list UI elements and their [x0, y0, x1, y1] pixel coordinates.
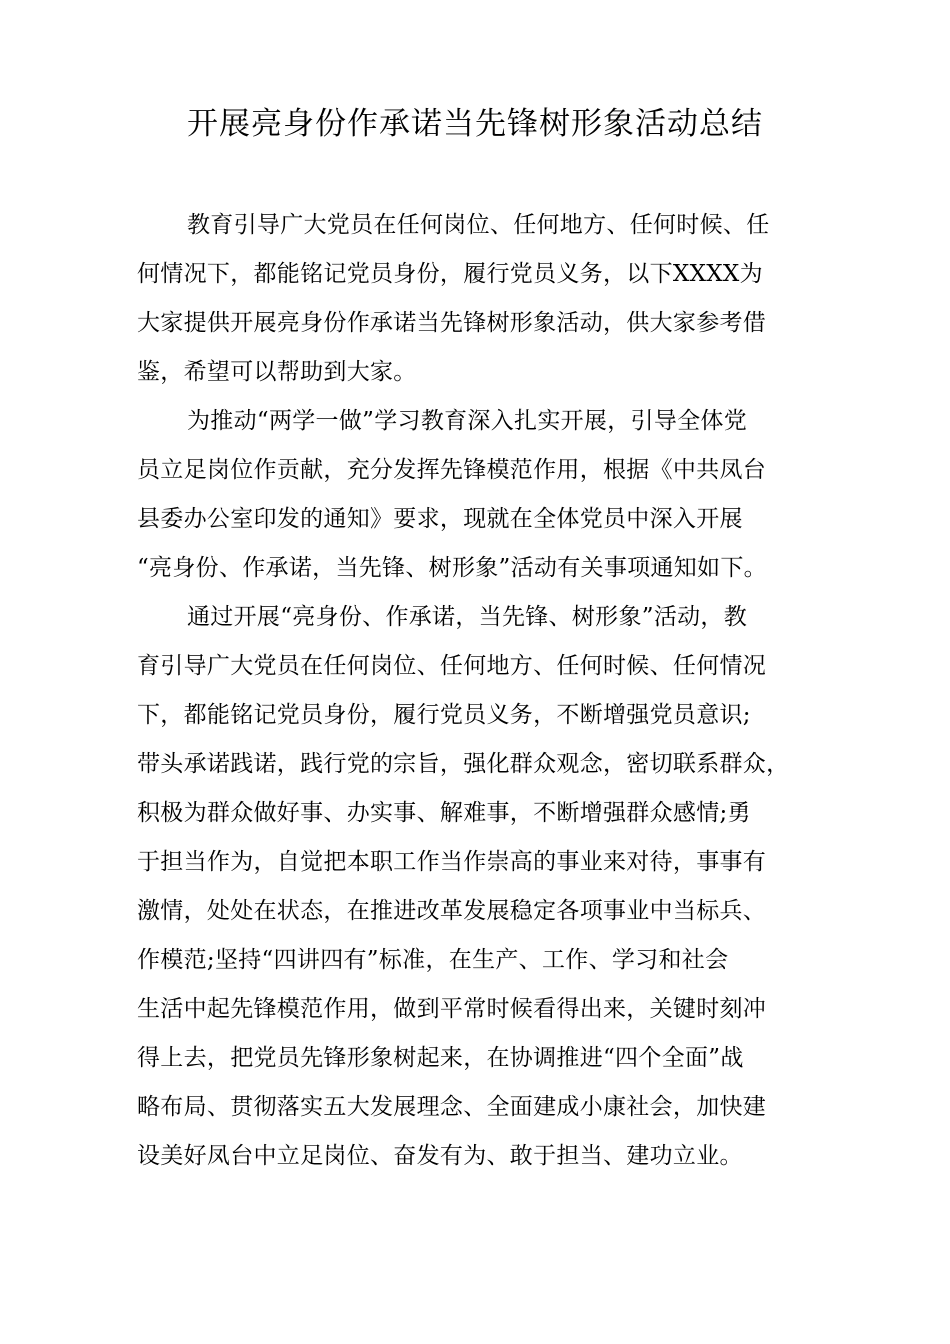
paragraph-line: 作模范;坚持“四讲四有”标准，在生产、工作、学习和社会 — [137, 947, 729, 973]
paragraph-line: 积极为群众做好事、办实事、解难事，不断增强群众感情;勇 — [137, 800, 751, 826]
paragraph-line: 得上去，把党员先锋形象树起来，在协调推进“四个全面”战 — [137, 1045, 744, 1071]
paragraph-line: 为推动“两学一做”学习教育深入扎实开展，引导全体党 — [187, 408, 748, 434]
paragraph-line: 大家提供开展亮身份作承诺当先锋树形象活动，供大家参考借 — [137, 310, 767, 336]
document-title: 开展亮身份作承诺当先锋树形象活动总结 — [187, 106, 763, 142]
paragraph-line: 下，都能铭记党员身份，履行党员义务，不断增强党员意识; — [137, 702, 751, 728]
paragraph-line: 激情，处处在状态，在推进改革发展稳定各项事业中当标兵、 — [137, 898, 767, 924]
paragraph-line: 通过开展“亮身份、作承诺，当先锋、树形象”活动，教 — [187, 604, 748, 630]
paragraph-line: 育引导广大党员在任何岗位、任何地方、任何时候、任何情况 — [137, 653, 767, 679]
paragraph-line: 带头承诺践诺，践行党的宗旨，强化群众观念，密切联系群众， — [137, 751, 790, 777]
paragraph-line: 鉴，希望可以帮助到大家。 — [137, 359, 417, 385]
paragraph-line: 略布局、贯彻落实五大发展理念、全面建成小康社会，加快建 — [137, 1094, 767, 1120]
document-body — [137, 201, 837, 1181]
paragraph-line: 员立足岗位作贡献，充分发挥先锋模范作用，根据《中共凤台 — [137, 457, 767, 483]
paragraph-line: 何情况下，都能铭记党员身份，履行党员义务，以下XXXX为 — [137, 261, 763, 287]
paragraph-line: “亮身份、作承诺，当先锋、树形象”活动有关事项通知如下。 — [137, 555, 767, 581]
paragraph-line: 设美好凤台中立足岗位、奋发有为、敢于担当、建功立业。 — [137, 1143, 743, 1169]
paragraph-line: 于担当作为，自觉把本职工作当作崇高的事业来对待，事事有 — [137, 849, 767, 875]
paragraph-line: 教育引导广大党员在任何岗位、任何地方、任何时候、任 — [187, 212, 770, 238]
paragraph-line: 县委办公室印发的通知》要求，现就在全体党员中深入开展 — [137, 506, 743, 532]
paragraph-line: 生活中起先锋模范作用，做到平常时候看得出来，关键时刻冲 — [137, 996, 767, 1022]
